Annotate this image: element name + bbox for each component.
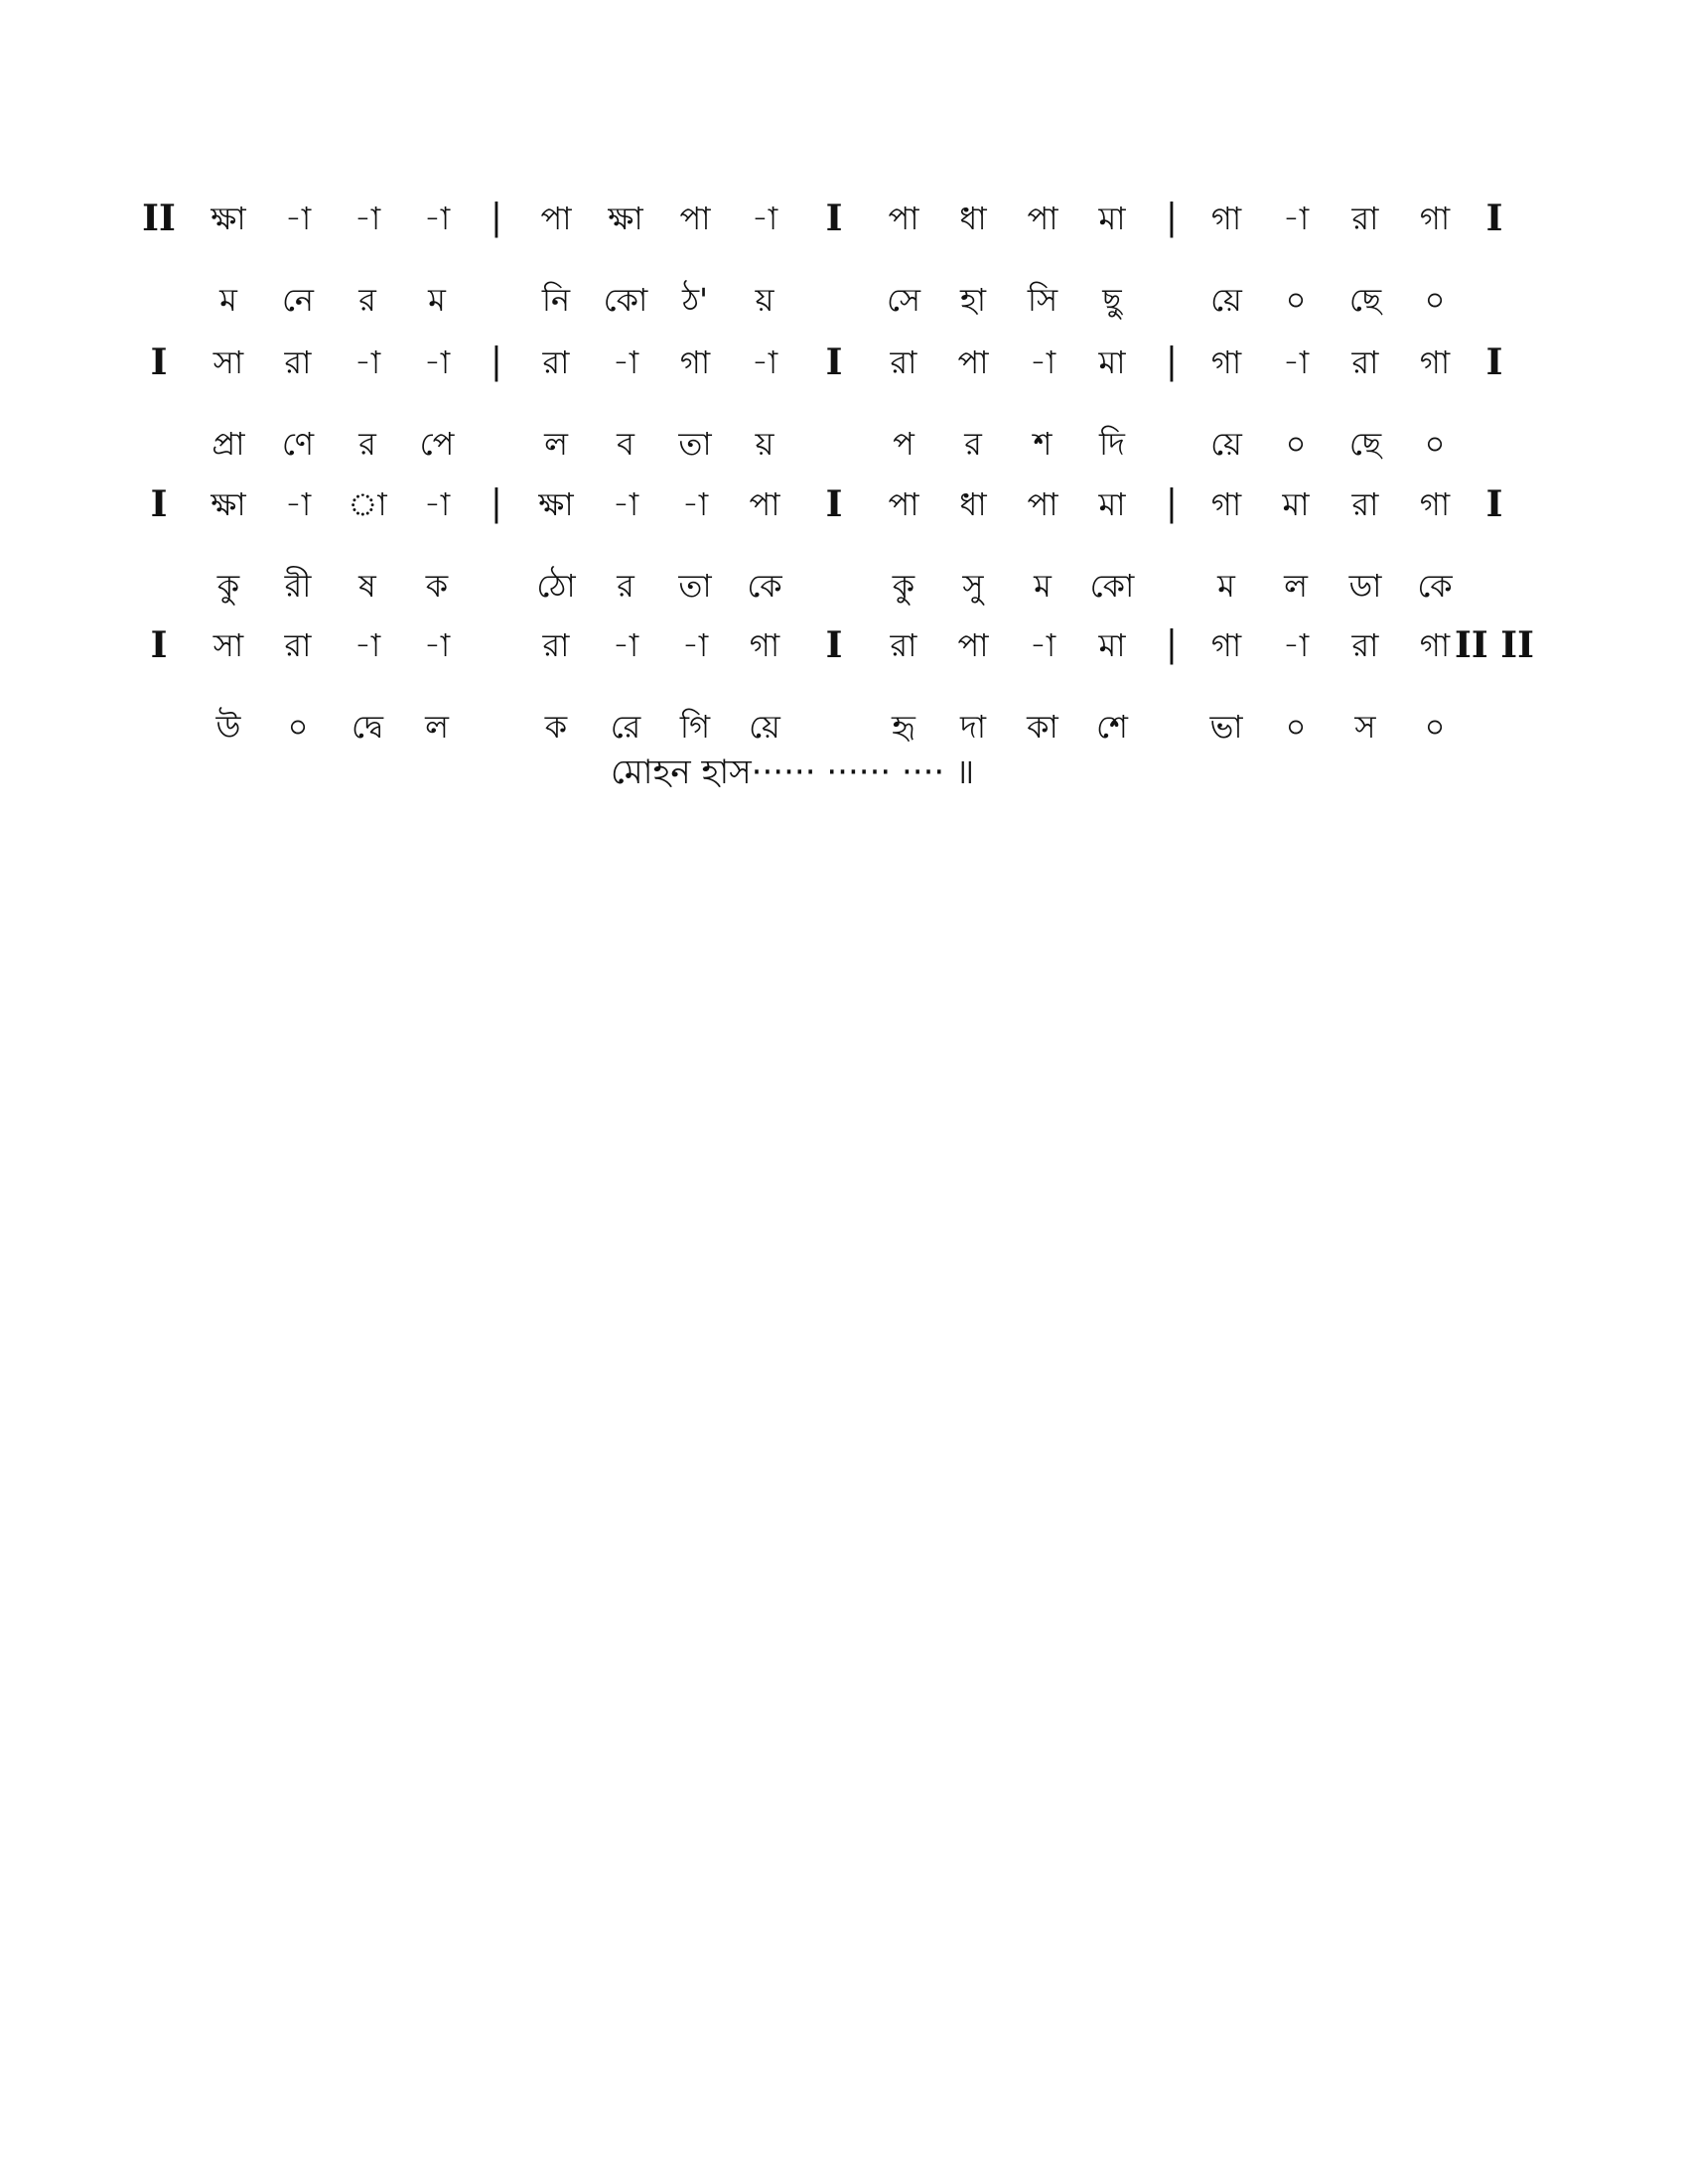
lyric-syllable: ষ xyxy=(358,567,376,605)
lyric-syllable: ০ xyxy=(1424,425,1446,463)
swara-note: গা xyxy=(1210,200,1242,237)
swara-note: পা xyxy=(957,626,989,664)
swara-note: -া xyxy=(751,343,778,381)
lyric-syllable: য়ে xyxy=(1210,281,1242,319)
start-barline: I xyxy=(150,624,168,666)
lyric-syllable: ০ xyxy=(1285,281,1307,319)
swara-note: মা xyxy=(1098,200,1126,237)
end-barline: I xyxy=(1485,198,1503,239)
lyric-syllable: দি xyxy=(1099,425,1125,463)
swara-note: -া xyxy=(1029,343,1056,381)
swara-note: ক্ষা xyxy=(211,200,246,237)
lyric-syllable: হা xyxy=(959,281,987,319)
swara-note: মা xyxy=(1282,485,1310,523)
swara-note: -া xyxy=(1282,626,1310,664)
swara-note: -া xyxy=(1282,343,1310,381)
barline: | xyxy=(490,341,503,382)
start-barline: II xyxy=(142,198,176,239)
lyric-syllable: ম xyxy=(1217,567,1235,605)
swara-note: পা xyxy=(1027,485,1058,523)
swara-note: রা xyxy=(890,343,917,381)
barline: | xyxy=(490,198,503,238)
swara-note: সা xyxy=(212,343,244,381)
swara-note: ধা xyxy=(959,485,987,523)
swara-note: -া xyxy=(751,200,778,237)
swara-note: রা xyxy=(890,626,917,664)
lyric-syllable: রে xyxy=(610,708,641,746)
lyric-syllable: য় xyxy=(755,425,774,463)
footer-line: মোহন হাস······ ······ ···· ॥ xyxy=(611,752,975,792)
lyric-syllable: র xyxy=(964,425,982,463)
lyric-syllable: ছু xyxy=(1102,281,1122,319)
notation-system xyxy=(149,475,1529,615)
barline: | xyxy=(1165,341,1179,382)
swara-note: গা xyxy=(749,626,780,664)
swara-note: পা xyxy=(888,485,919,523)
swara-note: গা xyxy=(1419,626,1451,664)
swara-note: মা xyxy=(1098,626,1126,664)
swara-note: রা xyxy=(284,626,312,664)
lyric-syllable: উ xyxy=(215,708,241,746)
lyric-syllable: রী xyxy=(284,567,312,605)
lyric-syllable: শে xyxy=(1096,708,1128,746)
lyric-row xyxy=(149,556,1529,615)
lyric-syllable: ০ xyxy=(1424,708,1446,746)
lyric-syllable: ম xyxy=(428,281,446,319)
lyric-syllable: ডা xyxy=(1348,567,1382,605)
swara-note: ক্ষা xyxy=(211,485,246,523)
lyric-syllable: য় xyxy=(755,281,774,319)
lyric-syllable: দ্বে xyxy=(352,708,383,746)
swara-note: ক্ষা xyxy=(608,200,643,237)
lyric-syllable: ল xyxy=(544,425,568,463)
lyric-syllable: কু xyxy=(216,567,240,605)
barline: | xyxy=(490,483,503,524)
swara-note: -া xyxy=(423,485,451,523)
swara-note: রা xyxy=(284,343,312,381)
notation-system xyxy=(149,615,1534,756)
notation-system xyxy=(149,333,1529,474)
barline: | xyxy=(1165,198,1179,238)
swara-note: মা xyxy=(1098,485,1126,523)
lyric-syllable: সু xyxy=(962,567,984,605)
lyric-syllable: ল xyxy=(425,708,449,746)
swara-note: -া xyxy=(353,343,381,381)
lyric-syllable: তা xyxy=(678,567,712,605)
lyric-syllable: প্রা xyxy=(211,425,245,463)
swara-note: -া xyxy=(681,485,709,523)
swara-note: পা xyxy=(957,343,989,381)
swara-note: -া xyxy=(612,343,639,381)
swara-note: পা xyxy=(749,485,780,523)
lyric-syllable: পে xyxy=(419,425,455,463)
swara-note: া xyxy=(348,485,387,523)
swara-note: গা xyxy=(1419,200,1451,237)
swara-note: পা xyxy=(888,200,919,237)
swara-note: মা xyxy=(1098,343,1126,381)
lyric-row xyxy=(149,414,1529,474)
lyric-syllable: সি xyxy=(1027,281,1058,319)
swara-note: গা xyxy=(1419,485,1451,523)
swara-note: পা xyxy=(1027,200,1058,237)
lyric-syllable: ছে xyxy=(1348,425,1382,463)
swara-note: ক্ষা xyxy=(538,485,574,523)
lyric-syllable: য়ে xyxy=(749,708,780,746)
lyric-syllable: কে xyxy=(747,567,782,605)
lyric-syllable: ০ xyxy=(287,708,309,746)
swara-note: রা xyxy=(1351,343,1379,381)
swara-note: রা xyxy=(1351,485,1379,523)
swara-note: -া xyxy=(423,626,451,664)
swara-note: রা xyxy=(542,343,570,381)
barline: | xyxy=(1165,483,1179,524)
swara-note: ধা xyxy=(959,200,987,237)
lyric-syllable: কা xyxy=(1027,708,1058,746)
swara-note: -া xyxy=(612,485,639,523)
lyric-syllable: গি xyxy=(679,708,711,746)
start-barline: I xyxy=(150,483,168,525)
lyric-syllable: ভা xyxy=(1209,708,1243,746)
start-barline: I xyxy=(150,341,168,383)
swara-note: গা xyxy=(1419,343,1451,381)
lyric-syllable: স xyxy=(1354,708,1376,746)
end-barline: I xyxy=(1485,483,1503,525)
lyric-syllable: তা xyxy=(678,425,712,463)
barline: | xyxy=(1165,624,1179,665)
lyric-syllable: র xyxy=(358,425,376,463)
swara-note: -া xyxy=(284,200,312,237)
swara-row xyxy=(142,189,1529,248)
lyric-syllable: ০ xyxy=(1285,425,1307,463)
lyric-syllable: ঠ' xyxy=(682,281,708,319)
swara-note: -া xyxy=(1029,626,1056,664)
swara-note: গা xyxy=(1210,485,1242,523)
barline: I xyxy=(825,198,843,239)
end-barline: I xyxy=(1485,341,1503,383)
swara-note: -া xyxy=(1282,200,1310,237)
lyric-syllable: কো xyxy=(1089,567,1135,605)
barline: I xyxy=(825,624,843,666)
lyric-syllable: য়ে xyxy=(1210,425,1242,463)
lyric-syllable: ব xyxy=(617,425,634,463)
lyric-syllable: র xyxy=(617,567,634,605)
notation-system xyxy=(142,189,1529,330)
lyric-syllable: নি xyxy=(541,281,571,319)
lyric-syllable: ল xyxy=(1284,567,1308,605)
swara-note: -া xyxy=(353,200,381,237)
barline: I xyxy=(825,341,843,383)
lyric-syllable: ঠো xyxy=(536,567,576,605)
swara-note: -া xyxy=(423,200,451,237)
lyric-syllable: কো xyxy=(603,281,648,319)
swara-note: -া xyxy=(612,626,639,664)
swara-note: -া xyxy=(681,626,709,664)
swara-note: -া xyxy=(423,343,451,381)
swara-note: সা xyxy=(212,626,244,664)
lyric-syllable: কে xyxy=(1417,567,1453,605)
lyric-syllable: ম xyxy=(219,281,237,319)
lyric-syllable: ম xyxy=(1034,567,1052,605)
lyric-syllable: ক xyxy=(425,567,449,605)
lyric-syllable: র xyxy=(358,281,376,319)
lyric-syllable: দা xyxy=(959,708,987,746)
swara-note: -া xyxy=(353,626,381,664)
swara-note: গা xyxy=(1210,626,1242,664)
lyric-row xyxy=(149,270,1529,330)
swara-note: গা xyxy=(679,343,711,381)
swara-note: রা xyxy=(1351,626,1379,664)
swara-row xyxy=(149,475,1529,534)
lyric-syllable: শ xyxy=(1033,425,1053,463)
lyric-syllable: হৃ xyxy=(892,708,915,746)
end-barline: II II xyxy=(1455,624,1534,666)
swara-note: রা xyxy=(1351,200,1379,237)
swara-row xyxy=(149,333,1529,392)
lyric-syllable: সে xyxy=(886,281,921,319)
lyric-syllable: কু xyxy=(892,567,915,605)
swara-note: গা xyxy=(1210,343,1242,381)
lyric-syllable: প xyxy=(893,425,914,463)
swara-note: রা xyxy=(542,626,570,664)
lyric-syllable: ০ xyxy=(1285,708,1307,746)
lyric-syllable: ছে xyxy=(1348,281,1382,319)
swara-note: পা xyxy=(679,200,711,237)
lyric-syllable: ণে xyxy=(281,425,315,463)
lyric-syllable: ক xyxy=(544,708,568,746)
swara-note: পা xyxy=(540,200,572,237)
barline: I xyxy=(825,483,843,525)
swara-note: -া xyxy=(284,485,312,523)
swara-row xyxy=(149,615,1534,675)
lyric-syllable: ০ xyxy=(1424,281,1446,319)
lyric-syllable: নে xyxy=(281,281,315,319)
